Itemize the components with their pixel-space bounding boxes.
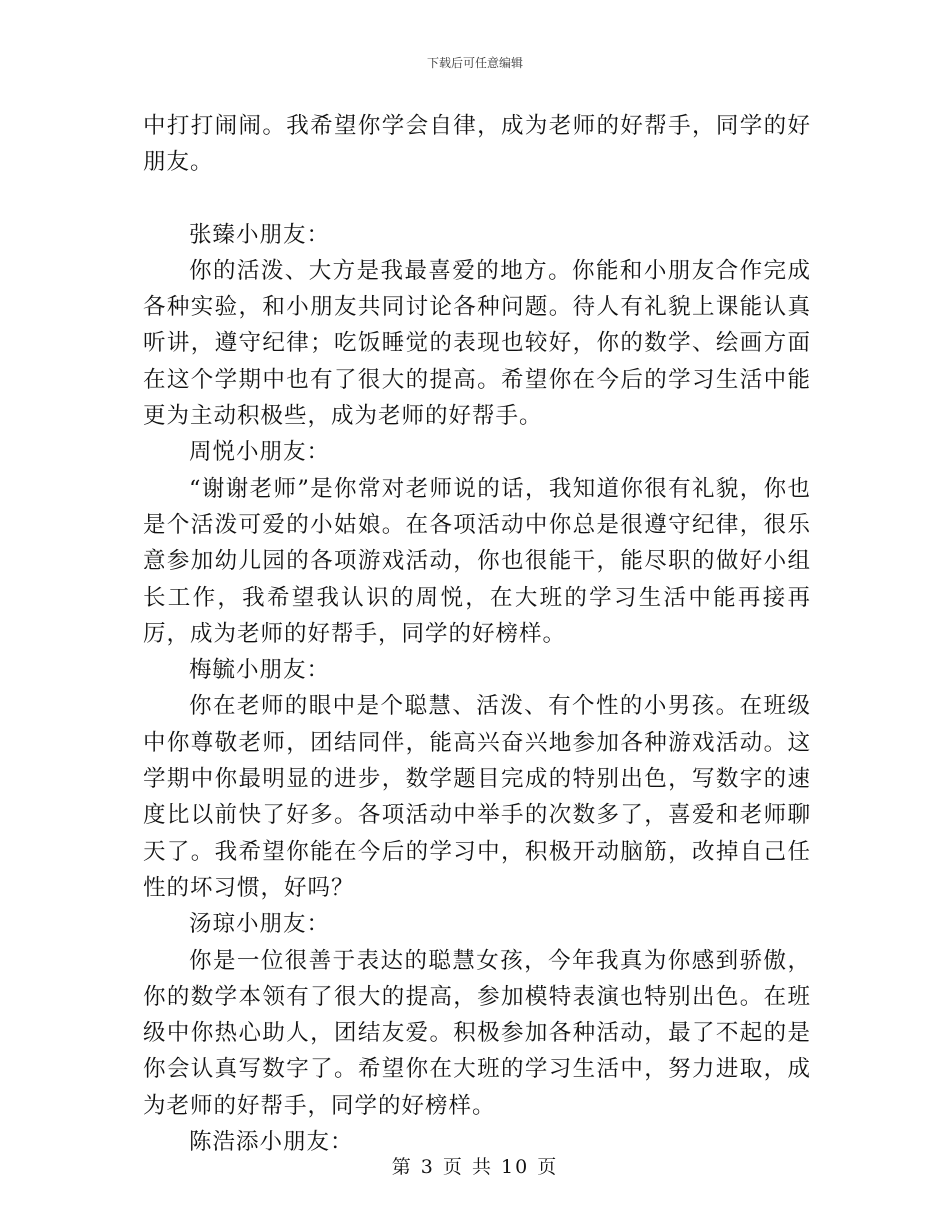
salutation-zhang-zhen: 张臻小朋友： [189, 221, 331, 248]
salutation-tang-qiong: 汤琼小朋友： [189, 911, 331, 938]
comment-mei-yu: 你在老师的眼中是个聪慧、活泼、有个性的小男孩。在班级中你尊敬老师，团结同伴，能高兴奋兴地参加各种游戏活动。这学期中你最明显的进步，数学题目完成的特别出色，写数字的速度比以前快了好多。各项活动中举手的次数多了，喜爱和老师聊天了。我希望你能在今后的学习中，积极开动脑筋，改掉自己任性的坏习惯，好吗？ [143, 693, 811, 901]
comment-zhang-zhen: 你的活泼、大方是我最喜爱的地方。你能和小朋友合作完成各种实验，和小朋友共同讨论各种问题。待人有礼貌上课能认真听讲，遵守纪律；吃饭睡觉的表现也较好，你的数学、绘画方面在这个学期中也有了很大的提高。希望你在今后的学习生活中能更为主动积极些，成为老师的好帮手。 [143, 257, 811, 430]
paragraph-continuation: 中打打闹闹。我希望你学会自律，成为老师的好帮手，同学的好朋友。 [143, 113, 811, 176]
page-number: 第 3 页 共 10 页 [391, 1156, 559, 1178]
salutation-zhou-yue: 周悦小朋友： [189, 439, 331, 466]
comment-tang-qiong: 你是一位很善于表达的聪慧女孩，今年我真为你感到骄傲，你的数学本领有了很大的提高，参加模特表演也特别出色。在班级中你热心助人，团结友爱。积极参加各种活动，最了不起的是你会认真写数字了。希望你在大班的学习生活中，努力进取，成为老师的好帮手，同学的好榜样。 [143, 947, 811, 1119]
paragraph-gap [143, 181, 811, 217]
document-body [143, 108, 811, 1160]
salutation-mei-yu: 梅毓小朋友： [189, 657, 331, 684]
header-note: 下载后可任意编辑 [426, 56, 523, 70]
salutation-chen-haotian: 陈浩添小朋友： [189, 1129, 354, 1156]
comment-zhou-yue: “谢谢老师”是你常对老师说的话，我知道你很有礼貌，你也是个活泼可爱的小姑娘。在各项活动中你总是很遵守纪律，很乐意参加幼儿园的各项游戏活动，你也很能干，能尽职的做好小组长工作，我希望我认识的周悦，在大班的学习生活中能再接再厉，成为老师的好帮手，同学的好榜样。 [143, 475, 811, 647]
